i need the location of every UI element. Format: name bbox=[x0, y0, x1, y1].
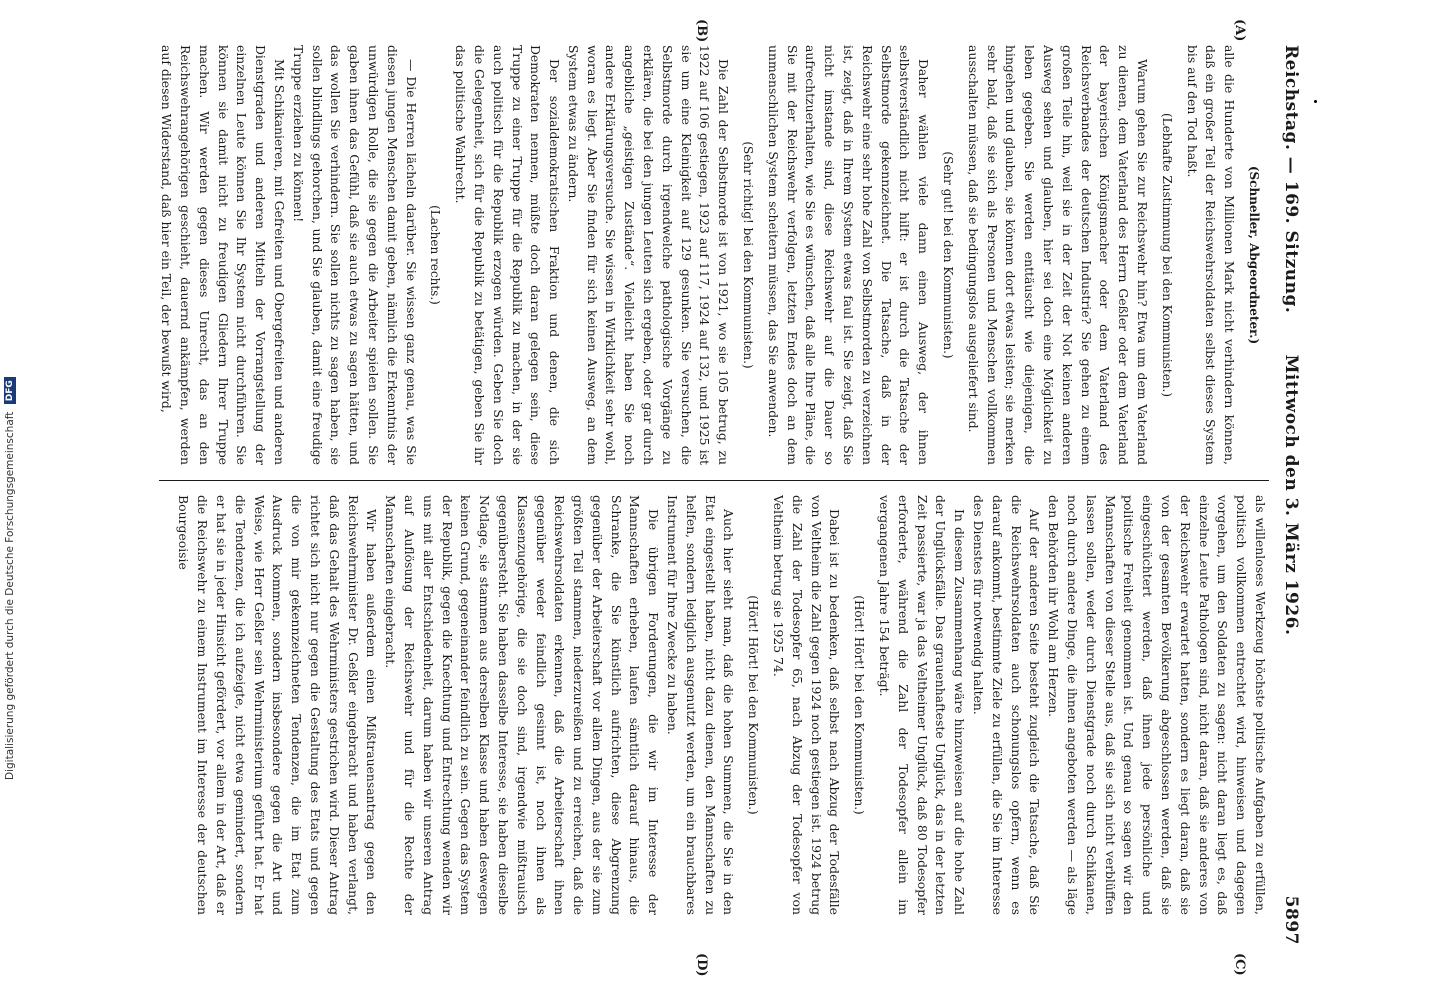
interjection: (Lebhafte Zustimmung bei den Kommunisten.) bbox=[1159, 112, 1174, 398]
paragraph: Auch hier sieht man, daß die hohen Summen, die Sie in den Etat eingestellt haben, nicht dazu dienen, den Mannschaften zu helfen, sondern lediglich ausgenutzt werden, um ein brauchbares Instrument für Ihre Zwecke zu haben. bbox=[665, 495, 737, 915]
column-divider bbox=[159, 480, 1269, 481]
page-number: 5897 bbox=[1281, 895, 1301, 945]
margin-marker-b: (B) bbox=[694, 19, 709, 43]
speaker-name: (Schneller, Abgeordneter.) bbox=[1247, 165, 1261, 345]
footer-credit: Digitalisierung gefördert durch die Deutsche Forschungsgemeinschaft bbox=[4, 411, 16, 780]
interjection: (Lachen rechts.) bbox=[428, 205, 443, 305]
interjection: (Hört! Hört! bei den Kommunisten.) bbox=[746, 595, 761, 815]
interjection: (Sehr richtig! bei den Kommunisten.) bbox=[741, 141, 756, 369]
paragraph: Der sozialdemokratischen Fraktion und denen, die sich Demokraten nennen, müßte doch daran gelegen sein, diese Truppe zu einer Truppe für die Republik zu machen, in der sie auch politisch für die Republik erzogen würden. Geben Sie doch die Gelegenheit, sich für die Republik zu betätigen, geben Sie ihr das politische Wahlrecht. bbox=[453, 45, 563, 465]
margin-marker-c: (C) bbox=[1232, 953, 1247, 976]
header-date: Mittwoch den 3. März 1926. bbox=[1281, 354, 1301, 636]
margin-marker-a: (A) bbox=[1232, 19, 1247, 42]
digitization-footer bbox=[4, 0, 16, 780]
page-header bbox=[1275, 45, 1305, 945]
paragraph: Die übrigen Forderungen, die wir im Interesse der Mannschaften erheben, laufen sämtlich darauf hinaus, die Schranke, die Sie künstlich aufrichten, diese Abgrenzung gegenüber der Arbeiterschaft vor allem Dingen, aus der sie zum größten Teil stammen, niederzureißen und zu erreichen, daß die Reichswehrsoldaten erkennen, daß die Arbeiterschaft ihnen gegenüber weder feindlich gesinnt ist, noch ihnen als Klassenzugehörige, die sie doch sind, irgendwie mißtrauisch gegenübersteht. Sie haben dasselbe Interesse, sie haben dieselbe Notlage, sie stammen aus derselben Klasse und haben deswegen keinen Grund, gegeneinander feindlich zu sein. Gegen das System der Republik, gegen die Knechtung und Entrechtung wenden wir uns mit aller Entschiedenheit, darum haben wir unseren Antrag auf Auflösung der Reichswehr und für die Rechte der Mannschaften eingebracht. bbox=[383, 495, 662, 915]
paragraph: — Die Herren lächeln darüber. Sie wissen ganz genau, was Sie diesen jungen Menschen damit geben, nämlich die Erkenntnis der unwürdigen Rolle, die sie gegen die Arbeiter spielen sollen. Sie gaben ihnen das Gefühl, daß sie auch etwas zu sagen hätten, und das wollen Sie verhindern. Sie sollen nichts zu sagen haben, sie sollen blindlings gehorchen, und Sie glauben, damit eine freudige Truppe erziehen zu können! bbox=[290, 45, 419, 465]
paragraph: als willenloses Werkzeug höchste politische Aufgaben zu erfüllen, politisch vollkommen entrechtet wird, hinweisen und dagegen vorgehen, um den Soldaten zu sagen: nicht daran liegt es, daß einzelne Leute Pathologen sind, nicht daran, daß sie anderes von der Reichswehr erwartet hatten, sondern es liegt daran, daß sie von der gesamten Bevölkerung abgeschlossen werden, daß sie eingeschüchtert werden, daß ihnen jede persönliche und politische Freiheit genommen ist. Und genau so sagen wir den Mannschaften von dieser Stelle aus, daß sie sich nicht verblüffen lassen sollen, weder durch Dienstgrade noch durch Schikanen, noch durch andere Dinge, die ihnen angeboten werden — als läge den Behörden ihr Wohl am Herzen. bbox=[1046, 495, 1268, 915]
paragraph: Wir haben außerdem einen Mißtrauensantrag gegen den Reichswehrminister Dr. Geßler eingebracht und haben verlangt, daß das Gehalt des Wehrministers gestrichen wird. Dieser Antrag richtet sich nicht nur gegen die Gestaltung des Etats und gegen die von mir gekennzeichneten Tendenzen, die im Etat zum Ausdruck kommen, sondern insbesondere gegen die Art und Weise, wie Herr Geßler sein Wehrministerium geführt hat. Er hat die Tendenzen, die ich aufzeigte, nicht etwa gemindert, sondern er hat sie in jeder Hinsicht gefördert, vor allem in der Art, daß er die Reichswehr zu einem Instrument im Interesse der deutschen Bourgeoisie bbox=[176, 495, 380, 915]
scan-speck bbox=[1314, 100, 1317, 103]
newspaper-page bbox=[105, 19, 1305, 977]
interjection: (Sehr gut! bei den Kommunisten.) bbox=[941, 151, 956, 359]
left-column bbox=[159, 45, 1269, 465]
paragraph: In diesem Zusammenhang wäre hinzuweisen auf die hohe Zahl der Unglücksfälle. Das grauenhafteste Unglück, das in der letzten Zeit passierte, war ja das Veltheimer Unglück, daß 80 Todesopfer erforderte, während die Zahl der Todesopfer allein im vergangenen Jahre 154 beträgt. bbox=[877, 495, 968, 915]
paragraph: Warum gehen Sie zur Reichswehr hin? Etwa um dem Vaterland zu dienen, dem Vaterland des Herrn Geßler oder dem Vaterland der bayerischen Königsmacher oder dem Vaterland des Reichsverbandes der deutschen Industrie? Sie gehen zu einem großen Teile hin, weil sie in der Zeit der Not keinen anderen Ausweg sehen und glauben, hier sei doch eine Möglichkeit zu leben gegeben. Sie werden enttäuscht wie diejenigen, die hingehen und glauben, sie können dort etwas leisten; sie merken sehr bald, daß sie sich als Personen und Menschen vollkommen ausschalten müssen, daß sie bedingungslos ausgeliefert sind. bbox=[965, 45, 1151, 465]
paragraph: Dabei ist zu bedenken, daß selbst nach Abzug der Todesfälle von Veltheim die Zahl gegen 1924 noch gestiegen ist. 1924 betrug die Zahl der Todesopfer 65, nach Abzug der Todesopfer von Veltheim betrug sie 1925 74. bbox=[771, 495, 843, 915]
right-column bbox=[159, 495, 1269, 915]
dfg-logo: DFG bbox=[4, 377, 16, 404]
paragraph: Daher wählen viele dann einen Ausweg, der ihnen selbstverständlich nicht hilft: er ist durch die Tatsache der Selbstmorde gekennzeichnet. Die Tatsache, daß in der Reichswehr eine sehr hohe Zahl von Selbstmorden zu verzeichnen ist, zeigt, daß in Ihrem System etwas faul ist. Sie zeigt, daß Sie nicht imstande sind, diese Reichswehr auf die Dauer so aufrechtzuerhalten, wie Sie es wünschen, daß alle Ihre Pläne, die Sie mit der Reichswehr verfolgen, letzten Endes doch an dem unmenschlichen System scheitern müssen, das Sie anwenden. bbox=[765, 45, 932, 465]
paragraph: Auf der anderen Seite besteht zugleich die Tatsache, daß Sie die Reichswehrsoldaten auch schonungslos opfern, wenn es darauf ankommt, bestimmte Ziele zu erfüllen, die Sie im Interesse des Dienstes für notwendig halten. bbox=[971, 495, 1043, 915]
paragraph: alle die Hunderte von Millionen Mark nicht verhindern können, daß ein großer Teil der Reichswehrsoldaten selbst dieses System bis auf den Tod haßt. bbox=[1184, 45, 1238, 465]
interjection: (Hört! Hört! bei den Kommunisten.) bbox=[852, 595, 867, 815]
header-session: Reichstag. — 169. Sitzung. bbox=[1281, 45, 1301, 314]
paragraph: Die Zahl der Selbstmorde ist von 1921, wo sie 105 betrug, zu 1922 auf 106 gestiegen, 1923 auf 117, 1924 auf 132, und 1925 ist sie um eine Kleinigkeit auf 129 gesunken. Sie versuchen, die Selbstmorde durch irgendwelche pathologische Vorgänge zu erklären, die bei den jungen Leuten sich ergeben, oder gar durch angebliche „geistigen Zustände“. Vielleicht haben Sie noch andere Erklärungsversuche. Sie wissen in Wirklichkeit sehr wohl, woran es liegt. Aber Sie finden für sich keinen Ausweg, an dem System etwas zu ändern. bbox=[565, 45, 732, 465]
paragraph: Mit Schikanieren, mit Gefreiten und Obergefreiten und anderen Dienstgraden und anderen Mitteln der Vorrangstellung der einzelnen Leute können Sie Ihr System nicht durchführen. Sie können sie damit nicht zu freudigen Gliedern Ihrer Truppe machen. Wir werden gegen dieses Unrecht, das an den Reichswehrangehörigen geschieht, dauernd ankämpfen, werden auf diesen Widerstand, daß hier ein Teil, der bewußt wird, bbox=[159, 45, 287, 465]
margin-marker-d: (D) bbox=[694, 953, 709, 977]
